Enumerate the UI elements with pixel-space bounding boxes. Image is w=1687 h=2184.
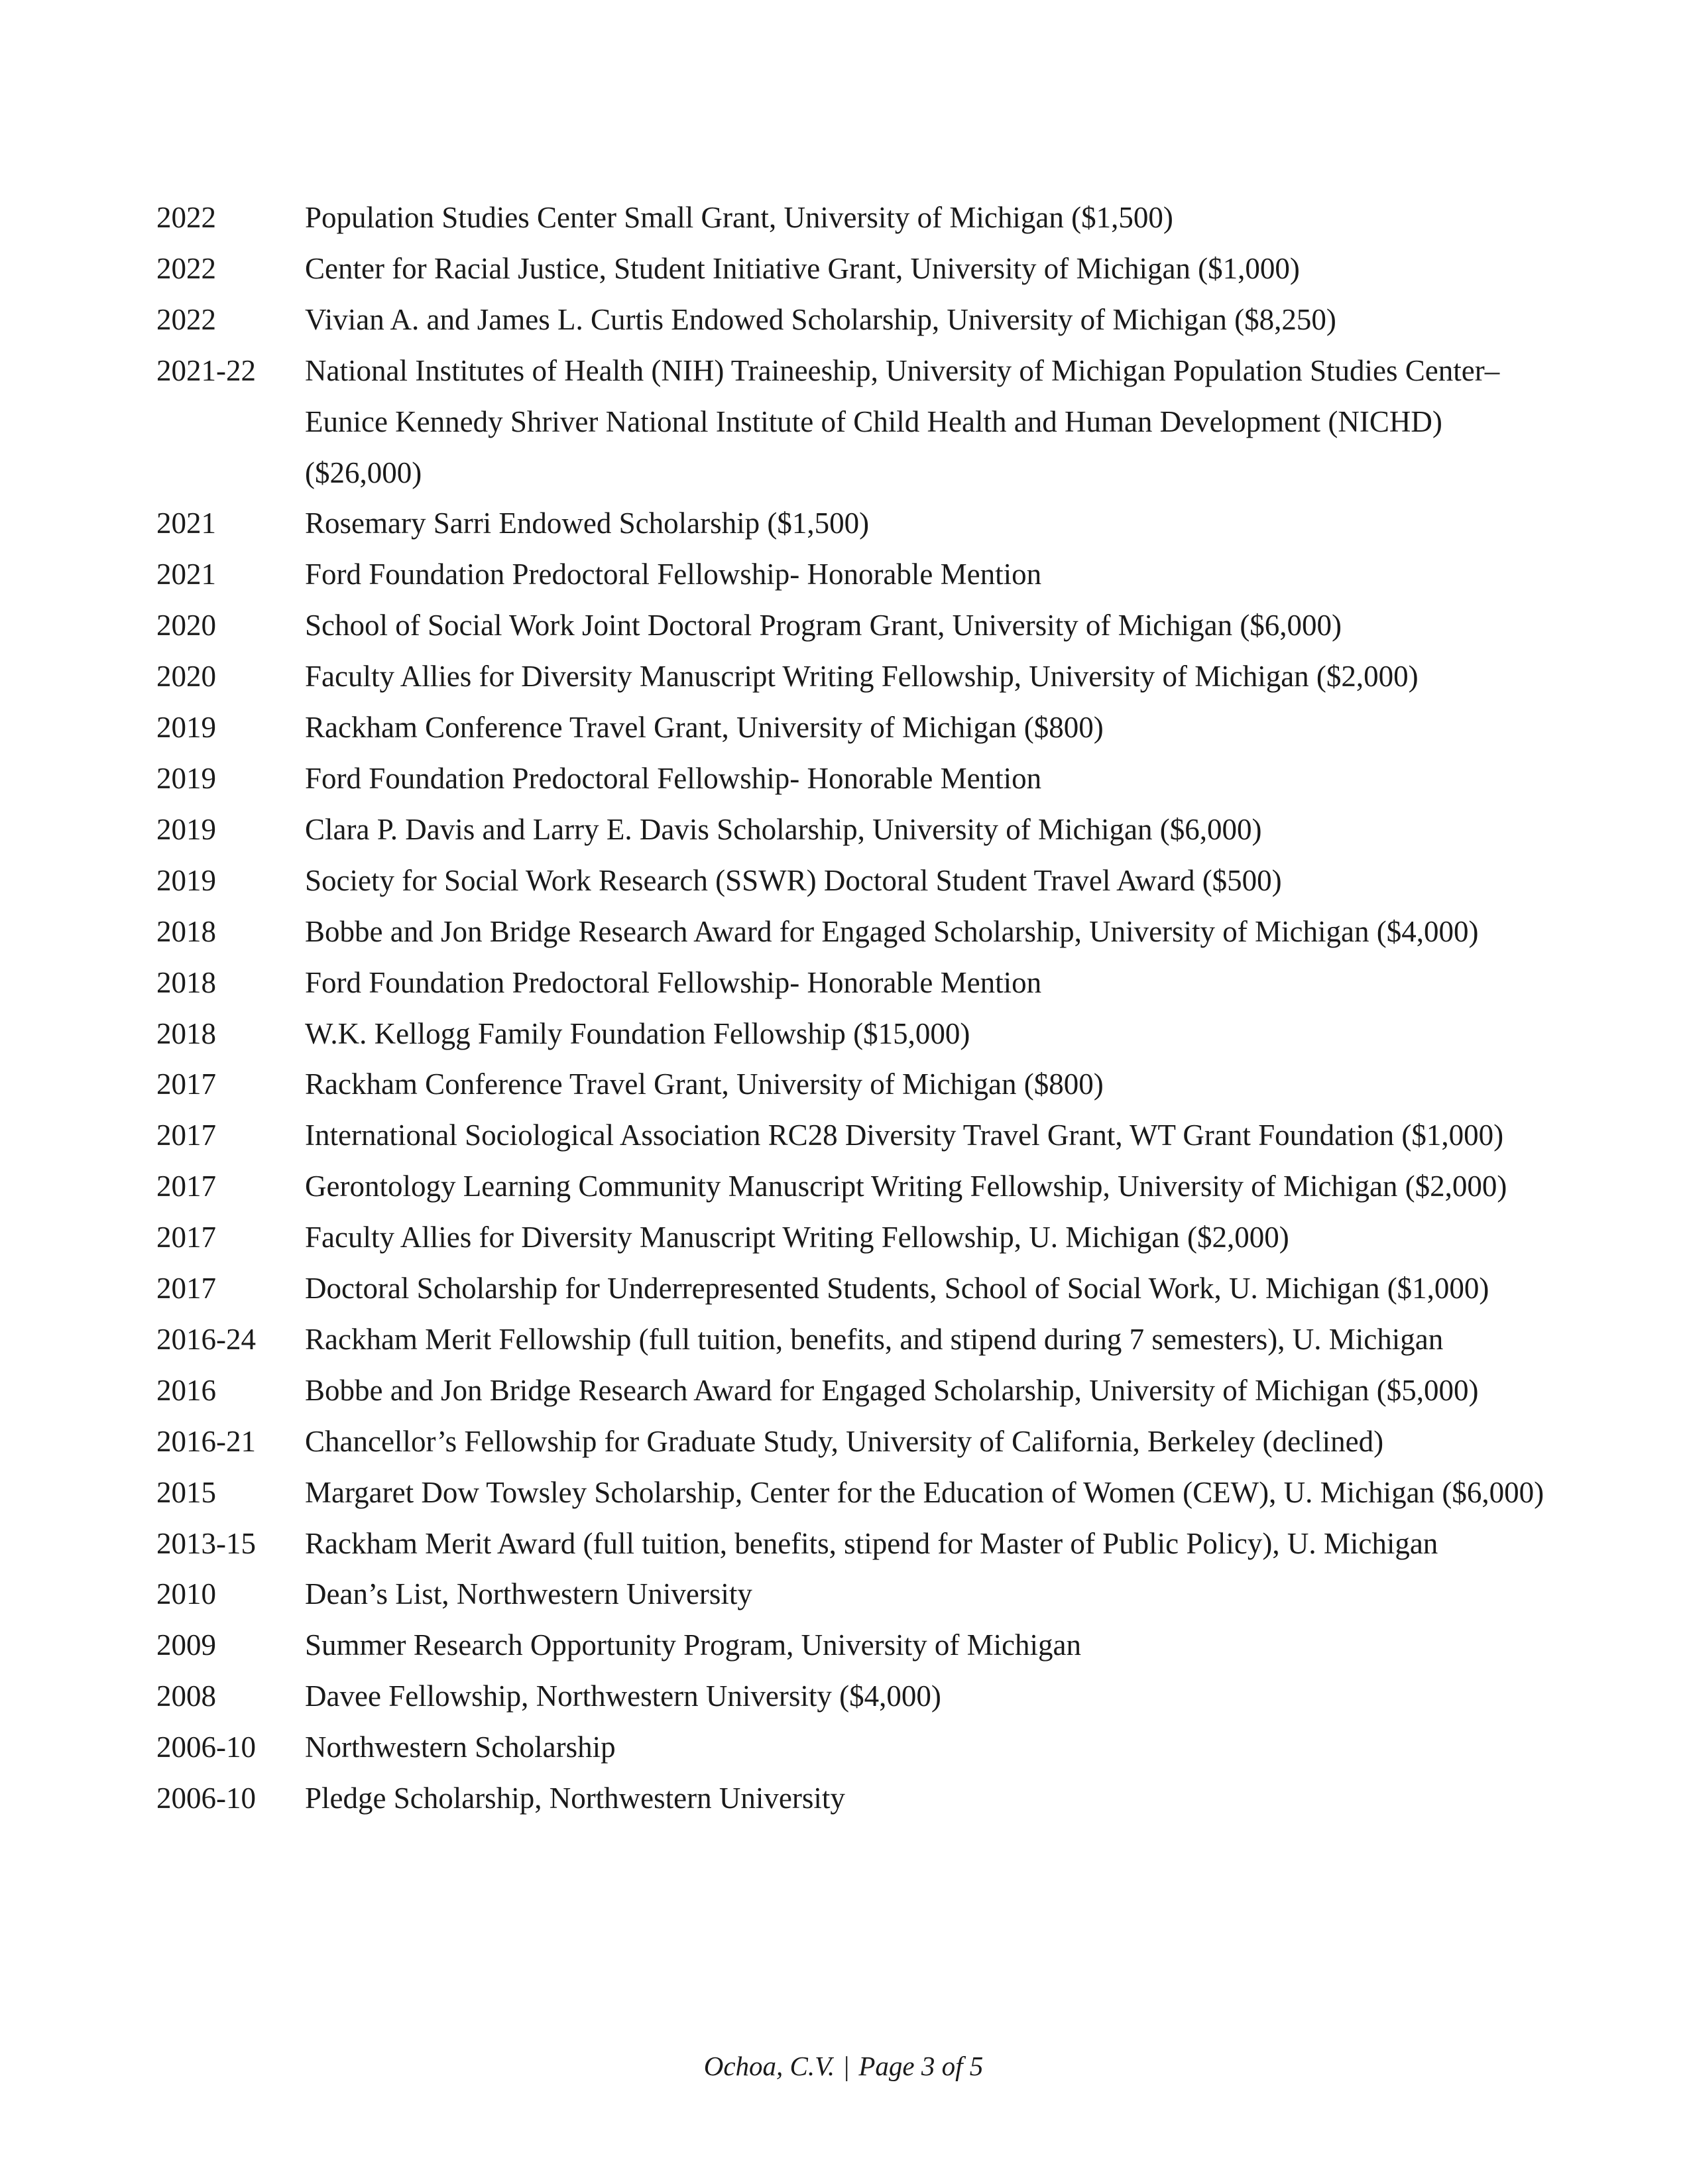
award-entry bbox=[156, 1059, 1548, 1110]
award-entry bbox=[156, 1365, 1548, 1416]
award-year: 2021 bbox=[156, 558, 216, 591]
award-year: 2019 bbox=[156, 863, 216, 897]
award-entry bbox=[156, 1212, 1548, 1263]
award-description: Ford Foundation Predoctoral Fellowship- Honorable Mention bbox=[305, 965, 1042, 999]
award-description: Gerontology Learning Community Manuscript Writing Fellowship, University of Michigan ($2,000) bbox=[305, 1170, 1507, 1203]
award-entry bbox=[156, 1263, 1548, 1314]
award-year: 2016 bbox=[156, 1373, 216, 1407]
award-year: 2010 bbox=[156, 1577, 216, 1611]
award-description: Clara P. Davis and Larry E. Davis Scholarship, University of Michigan ($6,000) bbox=[305, 812, 1262, 846]
award-entry bbox=[156, 243, 1548, 294]
award-year: 2018 bbox=[156, 914, 216, 948]
award-entry bbox=[156, 1314, 1548, 1365]
award-description: Faculty Allies for Diversity Manuscript Writing Fellowship, U. Michigan ($2,000) bbox=[305, 1221, 1289, 1254]
award-entry bbox=[156, 1569, 1548, 1620]
award-entry bbox=[156, 498, 1548, 549]
award-description: National Institutes of Health (NIH) Traineeship, University of Michigan Population Studies Center– Eunice Kennedy Shriver National Institute of Child Health and Human Development (NICHD) ($26,000) bbox=[305, 353, 1500, 489]
award-description: Center for Racial Justice, Student Initiative Grant, University of Michigan ($1,000) bbox=[305, 251, 1300, 285]
award-entry bbox=[156, 1161, 1548, 1212]
award-description: Vivian A. and James L. Curtis Endowed Scholarship, University of Michigan ($8,250) bbox=[305, 302, 1336, 336]
footer-separator: | bbox=[844, 2051, 850, 2081]
award-description: Population Studies Center Small Grant, University of Michigan ($1,500) bbox=[305, 201, 1173, 234]
award-description: School of Social Work Joint Doctoral Program Grant, University of Michigan ($6,000) bbox=[305, 609, 1342, 642]
award-year: 2016-21 bbox=[156, 1424, 256, 1458]
award-year: 2022 bbox=[156, 302, 216, 336]
award-entry bbox=[156, 294, 1548, 345]
award-entry bbox=[156, 1722, 1548, 1773]
award-description: Margaret Dow Towsley Scholarship, Center for the Education of Women (CEW), U. Michigan ($6,000) bbox=[305, 1475, 1544, 1509]
award-description: Rackham Merit Fellowship (full tuition, benefits, and stipend during 7 semesters), U. Michigan bbox=[305, 1322, 1444, 1356]
award-year: 2017 bbox=[156, 1170, 216, 1203]
award-entry bbox=[156, 1518, 1548, 1569]
award-year: 2021 bbox=[156, 507, 216, 540]
footer-author: Ochoa, C.V. bbox=[703, 2051, 835, 2081]
award-description: W.K. Kellogg Family Foundation Fellowship ($15,000) bbox=[305, 1016, 970, 1050]
award-description: Bobbe and Jon Bridge Research Award for Engaged Scholarship, University of Michigan ($5,000) bbox=[305, 1373, 1479, 1407]
award-year: 2019 bbox=[156, 711, 216, 745]
award-description: International Sociological Association RC28 Diversity Travel Grant, WT Grant Foundation ($1,000) bbox=[305, 1119, 1504, 1152]
award-year: 2017 bbox=[156, 1272, 216, 1305]
award-description: Davee Fellowship, Northwestern University ($4,000) bbox=[305, 1679, 941, 1713]
award-entry bbox=[156, 1773, 1548, 1824]
award-entry bbox=[156, 651, 1548, 702]
award-year: 2015 bbox=[156, 1475, 216, 1509]
award-entry bbox=[156, 549, 1548, 600]
award-entry bbox=[156, 192, 1548, 243]
award-year: 2018 bbox=[156, 1016, 216, 1050]
award-entry bbox=[156, 1620, 1548, 1671]
award-description: Pledge Scholarship, Northwestern University bbox=[305, 1782, 845, 1815]
award-description: Society for Social Work Research (SSWR) Doctoral Student Travel Award ($500) bbox=[305, 863, 1282, 897]
award-entry bbox=[156, 1467, 1548, 1518]
award-year: 2016-24 bbox=[156, 1322, 256, 1356]
award-description: Doctoral Scholarship for Underrepresented Students, School of Social Work, U. Michigan ($1,000) bbox=[305, 1272, 1489, 1305]
award-year: 2020 bbox=[156, 660, 216, 694]
award-year: 2019 bbox=[156, 812, 216, 846]
awards-list bbox=[156, 192, 1548, 1824]
award-entry bbox=[156, 855, 1548, 906]
award-entry bbox=[156, 345, 1548, 499]
award-entry bbox=[156, 753, 1548, 804]
award-year: 2021-22 bbox=[156, 353, 256, 387]
award-year: 2013-15 bbox=[156, 1526, 256, 1560]
award-year: 2022 bbox=[156, 201, 216, 234]
award-description: Rosemary Sarri Endowed Scholarship ($1,500) bbox=[305, 507, 870, 540]
page-footer bbox=[0, 2050, 1687, 2082]
award-description: Faculty Allies for Diversity Manuscript Writing Fellowship, University of Michigan ($2,000) bbox=[305, 660, 1419, 694]
award-description: Dean’s List, Northwestern University bbox=[305, 1577, 752, 1611]
award-entry bbox=[156, 702, 1548, 753]
award-year: 2009 bbox=[156, 1628, 216, 1662]
award-entry bbox=[156, 1671, 1548, 1722]
award-year: 2018 bbox=[156, 965, 216, 999]
award-entry bbox=[156, 906, 1548, 957]
award-description: Summer Research Opportunity Program, University of Michigan bbox=[305, 1628, 1082, 1662]
award-entry bbox=[156, 1008, 1548, 1060]
award-year: 2020 bbox=[156, 609, 216, 642]
award-year: 2006-10 bbox=[156, 1782, 256, 1815]
award-description: Ford Foundation Predoctoral Fellowship- Honorable Mention bbox=[305, 761, 1042, 795]
award-description: Chancellor’s Fellowship for Graduate Study, University of California, Berkeley (declined) bbox=[305, 1424, 1384, 1458]
award-description: Rackham Conference Travel Grant, University of Michigan ($800) bbox=[305, 711, 1104, 745]
award-year: 2006-10 bbox=[156, 1730, 256, 1764]
award-year: 2008 bbox=[156, 1679, 216, 1713]
award-year: 2017 bbox=[156, 1067, 216, 1101]
award-description: Ford Foundation Predoctoral Fellowship- Honorable Mention bbox=[305, 558, 1042, 591]
award-year: 2019 bbox=[156, 761, 216, 795]
award-year: 2017 bbox=[156, 1119, 216, 1152]
award-description: Bobbe and Jon Bridge Research Award for Engaged Scholarship, University of Michigan ($4,000) bbox=[305, 914, 1479, 948]
award-year: 2017 bbox=[156, 1221, 216, 1254]
award-entry bbox=[156, 957, 1548, 1008]
award-year: 2022 bbox=[156, 251, 216, 285]
award-description: Rackham Conference Travel Grant, University of Michigan ($800) bbox=[305, 1067, 1104, 1101]
award-entry bbox=[156, 600, 1548, 651]
award-entry bbox=[156, 1110, 1548, 1161]
footer-page-number: Page 3 of 5 bbox=[858, 2051, 984, 2081]
award-description: Northwestern Scholarship bbox=[305, 1730, 616, 1764]
award-entry bbox=[156, 804, 1548, 855]
award-description: Rackham Merit Award (full tuition, benefits, stipend for Master of Public Policy), U. Michigan bbox=[305, 1526, 1438, 1560]
award-entry bbox=[156, 1416, 1548, 1467]
